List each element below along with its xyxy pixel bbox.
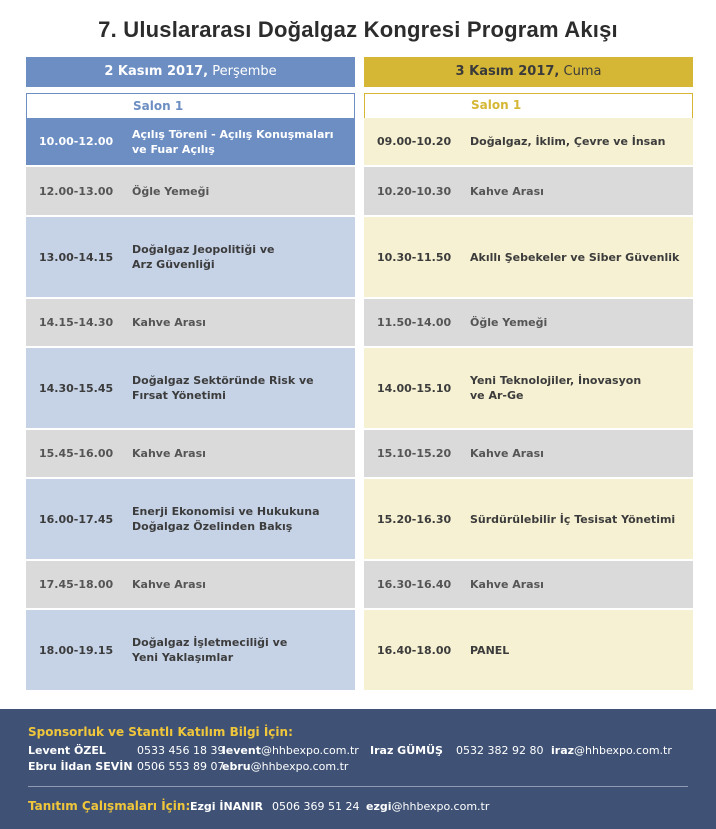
session-title-line2: Yeni Yaklaşımlar — [132, 651, 234, 664]
session-time: 16.40-18.00 — [377, 643, 452, 657]
session-title — [132, 315, 355, 330]
session-row — [364, 348, 693, 430]
session-title-line1: Açılış Töreni - Açılış Konuşmaları — [132, 127, 334, 141]
day-1-weekday: Perşembe — [212, 64, 277, 79]
contact-email[interactable] — [222, 760, 348, 773]
contact-name-text: Iraz GÜMÜŞ — [370, 744, 443, 757]
session-row — [26, 299, 355, 348]
session-time: 15.45-16.00 — [39, 447, 114, 460]
sponsor-heading: Sponsorluk ve Stantlı Katılım Bilgi İçin: — [28, 725, 293, 739]
session-time: 14.00-15.10 — [377, 381, 452, 395]
session-row — [26, 167, 355, 217]
session-title-line1: Enerji Ekonomisi ve Hukukuna — [132, 505, 320, 518]
contact-name-text: Levent ÖZEL — [28, 744, 106, 757]
session-title-line1: Kahve Arası — [470, 447, 544, 460]
contact-email[interactable] — [222, 744, 359, 757]
day-1-column — [26, 57, 355, 692]
session-time: 17.45-18.00 — [39, 578, 114, 591]
contact-footer — [0, 709, 716, 829]
session-title-line1: Öğle Yemeği — [132, 184, 210, 198]
session-title — [132, 373, 355, 403]
session-title — [470, 315, 693, 330]
session-time: 12.00-13.00 — [39, 184, 114, 198]
session-time: 11.50-14.00 — [377, 316, 452, 329]
day-1-date: 2 Kasım 2017, — [104, 64, 209, 79]
session-title — [132, 577, 355, 592]
promo-contact-name — [190, 800, 263, 813]
session-row — [364, 479, 693, 561]
contact-phone: 0533 456 18 39 — [137, 744, 225, 757]
session-title — [132, 635, 355, 665]
session-title — [132, 184, 355, 199]
contact-phone: 0506 553 89 07 — [137, 760, 225, 773]
email-user: ezgi — [366, 800, 392, 813]
session-time: 10.20-10.30 — [377, 184, 452, 198]
email-domain: @hhbexpo.com.tr — [250, 760, 349, 773]
session-row — [26, 479, 355, 561]
page-title: 7. Uluslararası Doğalgaz Kongresi Program Akışı — [98, 17, 618, 42]
session-title-line1: Doğalgaz Jeopolitiği ve — [132, 243, 275, 256]
day-1-sessions — [26, 118, 355, 692]
day-1-header — [26, 57, 355, 87]
session-row — [26, 348, 355, 430]
session-title-line2: ve Fuar Açılış — [132, 142, 215, 156]
session-time: 14.15-14.30 — [39, 316, 114, 329]
session-title-line1: PANEL — [470, 643, 510, 657]
session-title — [470, 250, 693, 265]
session-title-line1: Kahve Arası — [132, 447, 206, 460]
session-title — [470, 512, 693, 527]
session-title-line1: Doğalgaz Sektöründe Risk ve — [132, 374, 314, 387]
session-time: 10.30-11.50 — [377, 250, 452, 264]
session-title — [132, 446, 355, 461]
session-time: 13.00-14.15 — [39, 250, 114, 264]
session-row — [26, 561, 355, 610]
session-time: 16.30-16.40 — [377, 578, 452, 591]
session-title-line1: Kahve Arası — [470, 184, 544, 198]
session-title-line1: Yeni Teknolojiler, İnovasyon — [470, 374, 642, 387]
session-title — [132, 127, 355, 157]
session-row — [364, 217, 693, 299]
day-2-header — [364, 57, 693, 87]
session-title-line1: Kahve Arası — [132, 316, 206, 329]
session-title-line2: Fırsat Yönetimi — [132, 389, 226, 402]
session-title — [132, 242, 355, 272]
promo-contact-phone: 0506 369 51 24 — [272, 800, 360, 813]
session-title-line1: Akıllı Şebekeler ve Siber Güvenlik — [470, 250, 680, 264]
day-2-date: 3 Kasım 2017, — [455, 64, 560, 79]
email-user: levent — [222, 744, 261, 757]
day-2-sessions — [364, 118, 693, 692]
session-title-line2: Arz Güvenliği — [132, 258, 215, 271]
session-row — [26, 430, 355, 479]
session-title-line1: Doğalgaz İşletmeciliği ve — [132, 636, 288, 649]
contact-name-text: Ezgi İNANIR — [190, 800, 263, 813]
session-time: 18.00-19.15 — [39, 643, 114, 657]
session-title — [470, 643, 693, 658]
session-title-line2: ve Ar-Ge — [470, 389, 524, 402]
email-user: ebru — [222, 760, 251, 773]
session-title-line1: Sürdürülebilir İç Tesisat Yönetimi — [470, 512, 676, 526]
session-row — [364, 299, 693, 348]
session-time: 14.30-15.45 — [39, 381, 114, 395]
email-domain: @hhbexpo.com.tr — [260, 744, 359, 757]
session-title — [470, 373, 693, 403]
contact-name — [28, 760, 133, 773]
contact-email[interactable] — [551, 744, 672, 757]
session-row — [26, 610, 355, 692]
session-title-line1: Kahve Arası — [132, 578, 206, 591]
email-user: iraz — [551, 744, 575, 757]
session-title-line1: Kahve Arası — [470, 578, 544, 591]
contact-phone: 0532 382 92 80 — [456, 744, 544, 757]
session-time: 09.00-10.20 — [377, 135, 452, 148]
session-title — [470, 184, 693, 199]
day-2-salon-label: Salon 1 — [364, 93, 693, 118]
contact-name-text: Ebru İldan SEVİN — [28, 760, 133, 773]
session-row — [364, 610, 693, 692]
contact-name — [28, 744, 106, 757]
session-row — [26, 217, 355, 299]
promo-heading: Tanıtım Çalışmaları İçin: — [28, 799, 191, 813]
session-time: 10.00-12.00 — [39, 135, 114, 148]
session-row — [364, 167, 693, 217]
session-row — [26, 118, 355, 167]
session-row — [364, 561, 693, 610]
email-domain: @hhbexpo.com.tr — [391, 800, 490, 813]
session-time: 15.20-16.30 — [377, 512, 452, 526]
session-title — [132, 504, 355, 534]
session-title — [470, 577, 693, 592]
session-row — [364, 118, 693, 167]
session-time: 16.00-17.45 — [39, 512, 114, 526]
day-1-salon-label: Salon 1 — [26, 93, 355, 118]
session-row — [364, 430, 693, 479]
contact-name — [370, 744, 443, 757]
session-title-line1: Öğle Yemeği — [470, 316, 548, 329]
day-2-column — [364, 57, 693, 692]
session-title-line1: Doğalgaz, İklim, Çevre ve İnsan — [470, 135, 666, 148]
email-domain: @hhbexpo.com.tr — [574, 744, 672, 757]
day-2-weekday: Cuma — [563, 64, 602, 79]
footer-divider — [28, 786, 688, 787]
session-time: 15.10-15.20 — [377, 447, 452, 460]
promo-contact-email[interactable] — [366, 800, 489, 813]
session-title — [470, 134, 693, 149]
session-title-line2: Doğalgaz Özelinden Bakış — [132, 520, 293, 533]
session-title — [470, 446, 693, 461]
